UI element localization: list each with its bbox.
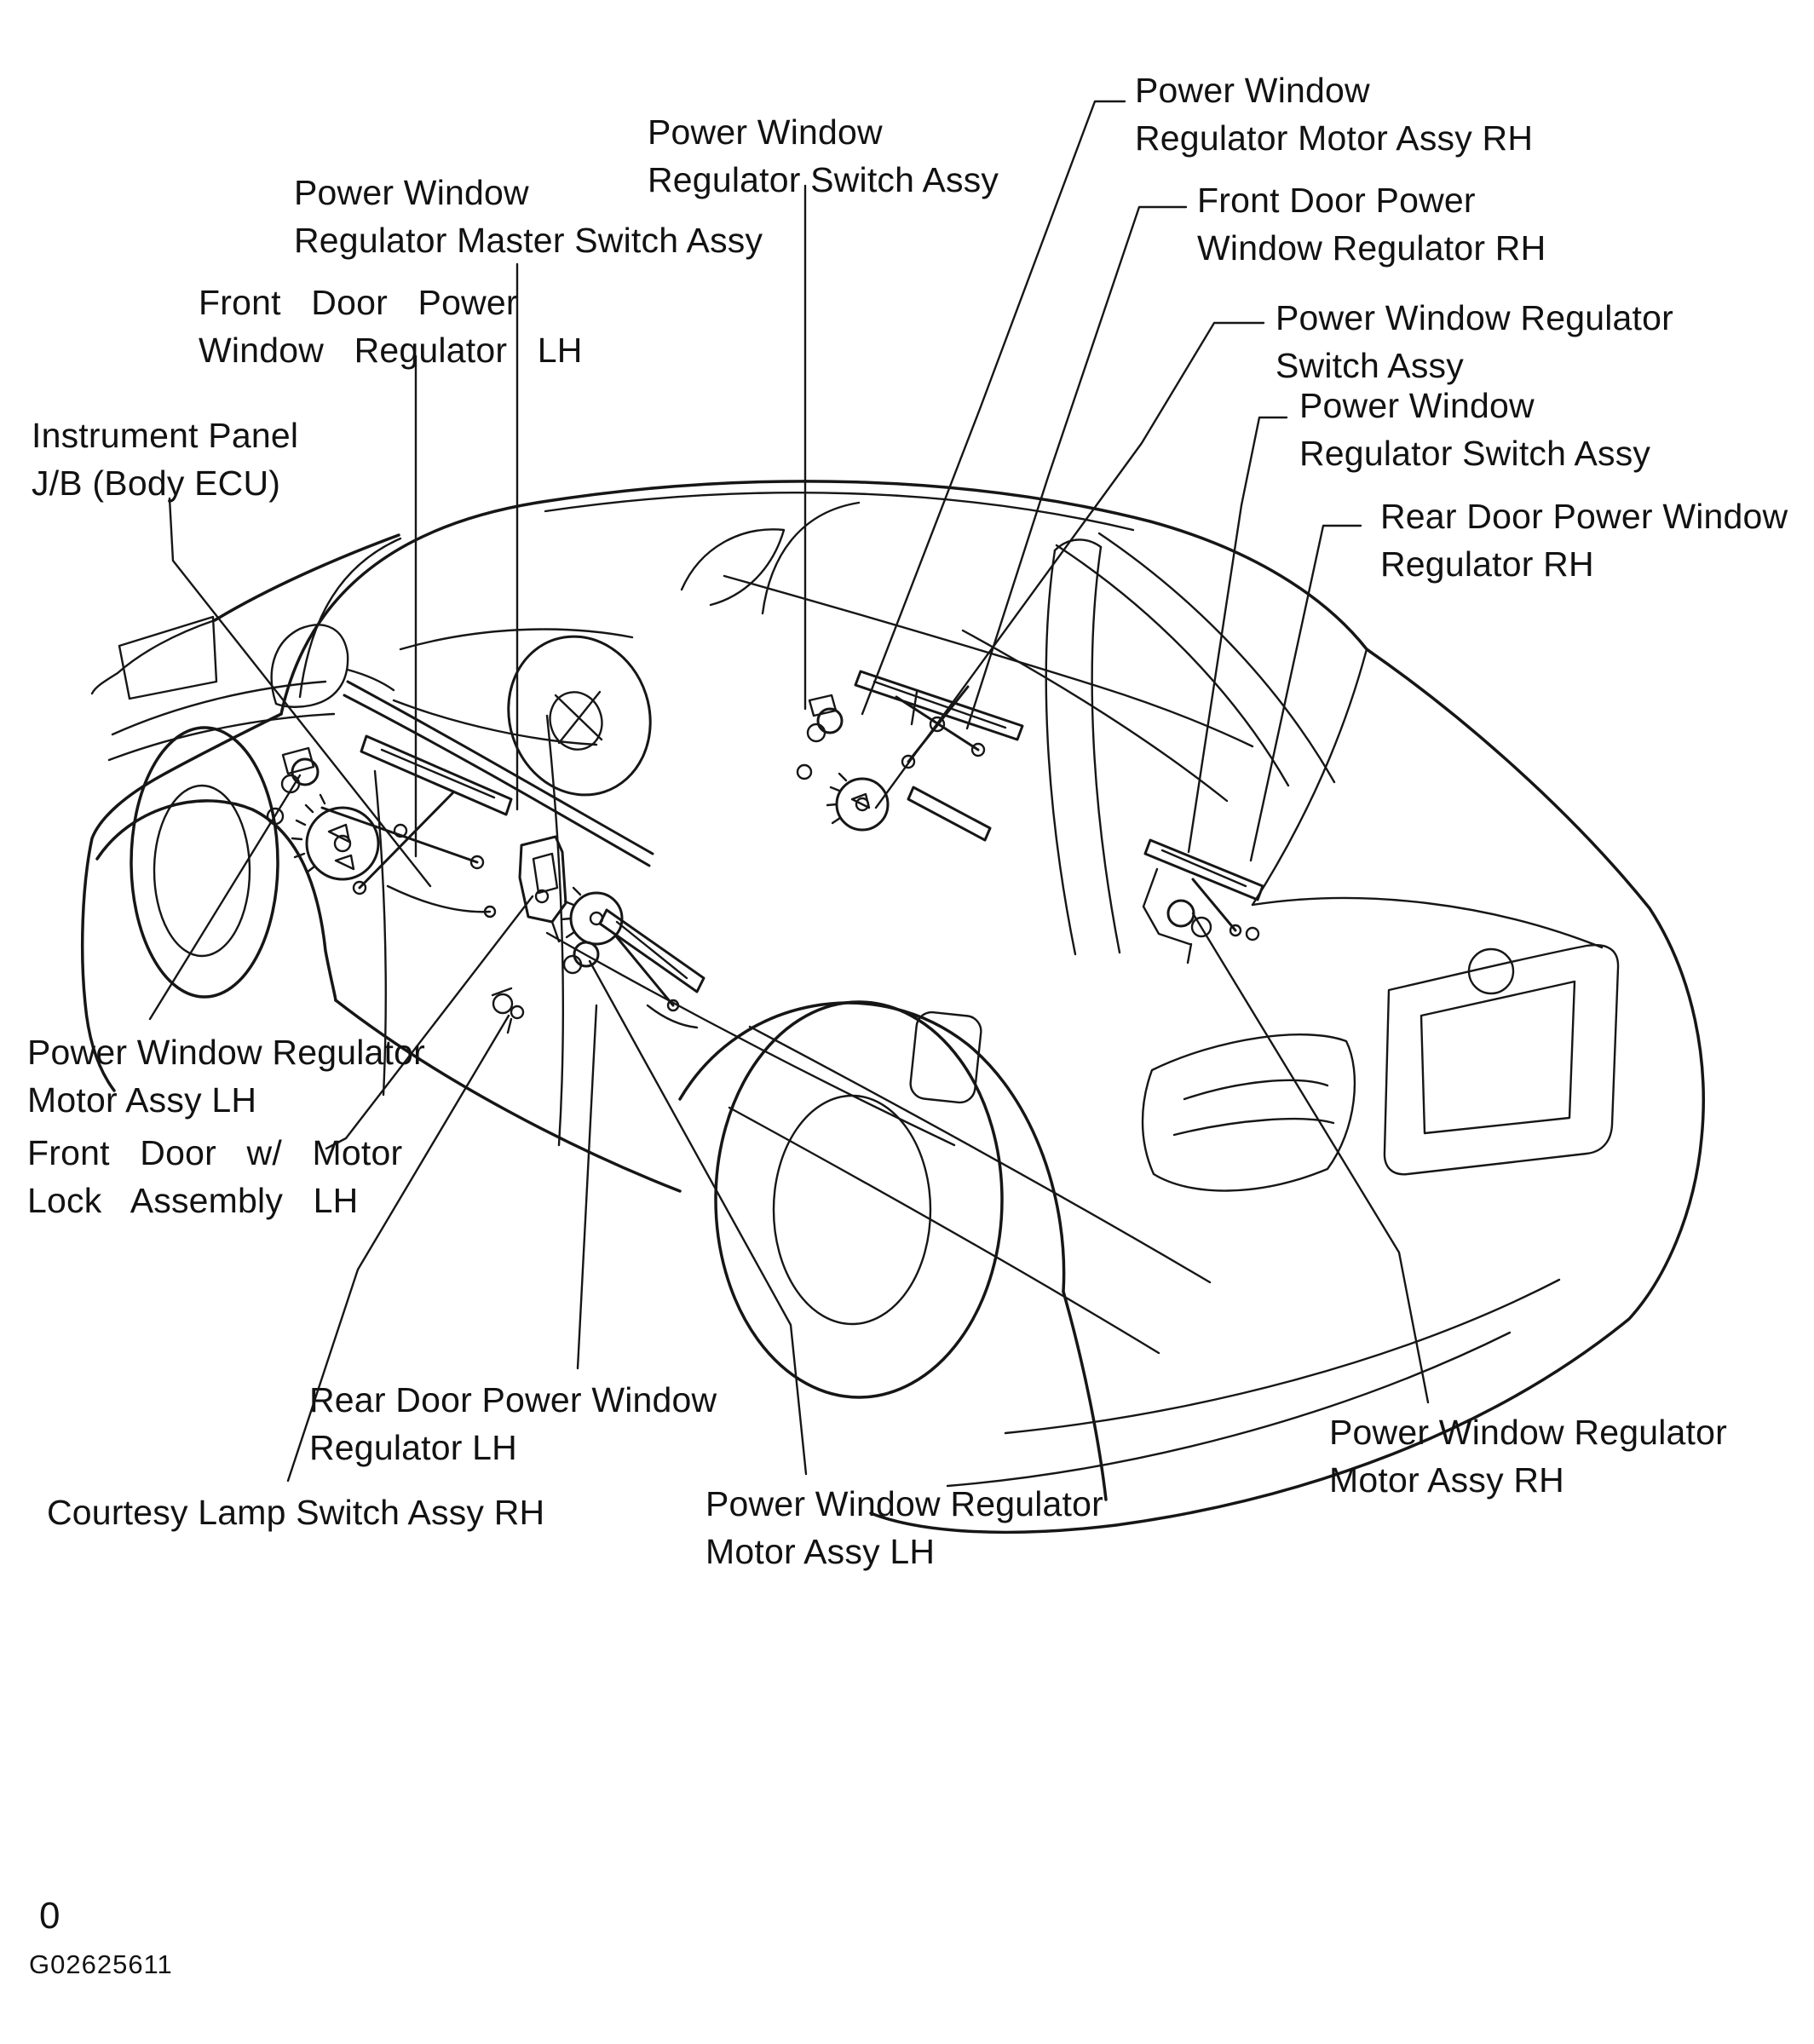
beltline-rail-lower (344, 695, 649, 866)
callout-line: Regulator Master Switch Assy (294, 221, 763, 260)
callout-line: Rear Door Power Window (1380, 497, 1788, 536)
callout-pw-reg-switch-rh (1276, 294, 1673, 389)
callout-front-door-pw-reg-lh (199, 279, 583, 374)
mirror-mount (348, 670, 394, 690)
steering-spoke-2 (559, 692, 600, 743)
regulator-rail-lh-inner (382, 750, 494, 797)
callout-line: Power Window (1135, 71, 1370, 110)
gear-cutout-lh-1 (329, 825, 349, 842)
figure-code: G02625611 (29, 1949, 173, 1979)
rear-wheel-arch (680, 1003, 1064, 1292)
license-plate-inner (1421, 982, 1575, 1133)
callout-line: Power Window (648, 112, 883, 152)
guide-arm-lh (388, 886, 490, 912)
b-pillar-rear-edge (1092, 547, 1120, 953)
motor-rh-rear (1168, 901, 1194, 926)
leader-pw-reg-motor-lh (150, 775, 300, 1019)
callout-line: Regulator Switch Assy (1299, 434, 1651, 473)
callout-line: J/B (Body ECU) (32, 463, 281, 503)
callout-line: Front Door w/ Motor (27, 1133, 403, 1172)
rear-door-regulator-rh (1143, 840, 1263, 963)
callout-line: Regulator Motor Assy RH (1135, 118, 1534, 158)
rear-tire (716, 1002, 1002, 1397)
callout-line: Window Regulator RH (1197, 228, 1546, 268)
callout-pw-reg-motor-lh-rear (705, 1480, 1103, 1575)
callout-line: Motor Assy LH (27, 1080, 257, 1120)
callout-pw-reg-motor-lh (27, 1028, 425, 1124)
callout-line: Motor Assy RH (1329, 1460, 1564, 1500)
tail-lamp (1143, 1034, 1355, 1190)
courtesy-switch-body (493, 994, 512, 1013)
callout-line: Power Window (294, 173, 529, 212)
rear-details (729, 649, 1618, 1486)
front-wheel-opening (154, 786, 250, 956)
regulator-rail-lh (361, 736, 511, 815)
gear-cutout-lh-2 (336, 855, 354, 869)
callout-front-door-lock-lh (27, 1129, 402, 1224)
callout-line: Power Window Regulator (27, 1033, 425, 1072)
callout-line: Power Window Regulator (705, 1484, 1103, 1523)
callout-pw-reg-switch-front (648, 108, 999, 204)
scissor-arm-lh-1 (322, 808, 477, 862)
callout-front-door-pw-reg-rh (1197, 176, 1546, 272)
tail-lamp-line-2 (1174, 1119, 1333, 1135)
interior (272, 529, 784, 813)
motor-rh-front-cap (808, 724, 825, 741)
callout-courtesy-lamp-switch-rh (47, 1488, 544, 1536)
callout-line: Instrument Panel (32, 416, 299, 455)
seat-back (682, 529, 784, 605)
windshield-edge (300, 538, 400, 697)
quarter-crease-1 (750, 1027, 1210, 1282)
rear-window-outer (1099, 533, 1334, 782)
roller-rh-rear-2 (1247, 928, 1258, 940)
callout-line: Regulator LH (309, 1428, 517, 1467)
callout-line: Front Door Power (1197, 181, 1476, 220)
headlamp-lens (119, 617, 216, 699)
scissor-arm-lh-2 (360, 792, 453, 888)
callout-line: Power Window Regulator (1329, 1413, 1727, 1452)
deck-crease (1253, 898, 1602, 947)
front-door-regulator-lh (268, 736, 511, 917)
rail-rh-front (855, 671, 1022, 740)
steering-wheel (488, 618, 671, 813)
front-window-edge (763, 503, 859, 613)
callout-line: Power Window (1299, 386, 1535, 425)
rear-gear-lh (571, 893, 622, 944)
callout-pw-reg-motor-rh (1135, 66, 1533, 162)
hood-edge (215, 535, 399, 620)
fuel-door (909, 1010, 982, 1103)
quarter-crease-2 (729, 1108, 1159, 1353)
front-door-regulator-rh (798, 671, 1022, 840)
callout-line: Lock Assembly LH (27, 1181, 359, 1220)
b-pillar-front-edge (1046, 550, 1075, 954)
callout-line: Regulator Switch Assy (648, 160, 999, 199)
rail-rh-rear-inner (1162, 850, 1246, 886)
callout-line: Switch Assy (1276, 346, 1464, 385)
callout-line: Window Regulator LH (199, 331, 583, 370)
courtesy-lamp-switch (492, 988, 523, 1033)
rear-wheel-opening (774, 1096, 930, 1324)
headlamp (92, 620, 215, 694)
callout-line: Front Door Power (199, 283, 518, 322)
sector-gear-lh (307, 808, 378, 879)
courtesy-switch-plunger (511, 1006, 523, 1018)
callout-line: Courtesy Lamp Switch Assy RH (47, 1493, 545, 1532)
callout-line: Power Window Regulator (1276, 298, 1673, 337)
callout-pw-reg-motor-rh-rear (1329, 1408, 1727, 1504)
callout-pw-reg-switch-rear (1299, 382, 1650, 477)
rear-door-regulator-lh (561, 888, 704, 1028)
rear-guide-lh (648, 1005, 697, 1028)
trunk-emblem (1469, 949, 1513, 993)
bracket-rh-rear (1143, 869, 1189, 944)
motor-bracket-rh (809, 695, 836, 716)
callout-line: Rear Door Power Window (309, 1380, 717, 1419)
lock-plate-lh (533, 854, 557, 893)
foot-rh-rear (1188, 944, 1191, 963)
mount-bolt-rh (798, 765, 811, 779)
page-marker: 0 (39, 1895, 60, 1937)
lower-arm-rh (908, 787, 990, 840)
tail-lamp-line-1 (1184, 1080, 1327, 1099)
callout-line: Motor Assy LH (705, 1532, 936, 1571)
courtesy-switch-lead (508, 1019, 511, 1033)
gear-cutout-rh (852, 794, 869, 808)
callout-line: Regulator RH (1380, 544, 1594, 584)
leader-pw-reg-switch-rear (1189, 417, 1287, 852)
callout-instrument-panel-jb (32, 412, 298, 507)
fender-crease-1 (112, 682, 325, 734)
beltline-rail-upper (348, 682, 653, 854)
leader-rear-door-pw-reg-lh (578, 1005, 596, 1368)
leader-pw-reg-motor-rh-rear (1193, 913, 1428, 1402)
callout-rear-door-pw-reg-rh (1380, 492, 1788, 588)
callout-rear-door-pw-reg-lh (309, 1376, 717, 1471)
rear-arm-lh (617, 937, 673, 1005)
license-plate-recess (1385, 945, 1618, 1174)
